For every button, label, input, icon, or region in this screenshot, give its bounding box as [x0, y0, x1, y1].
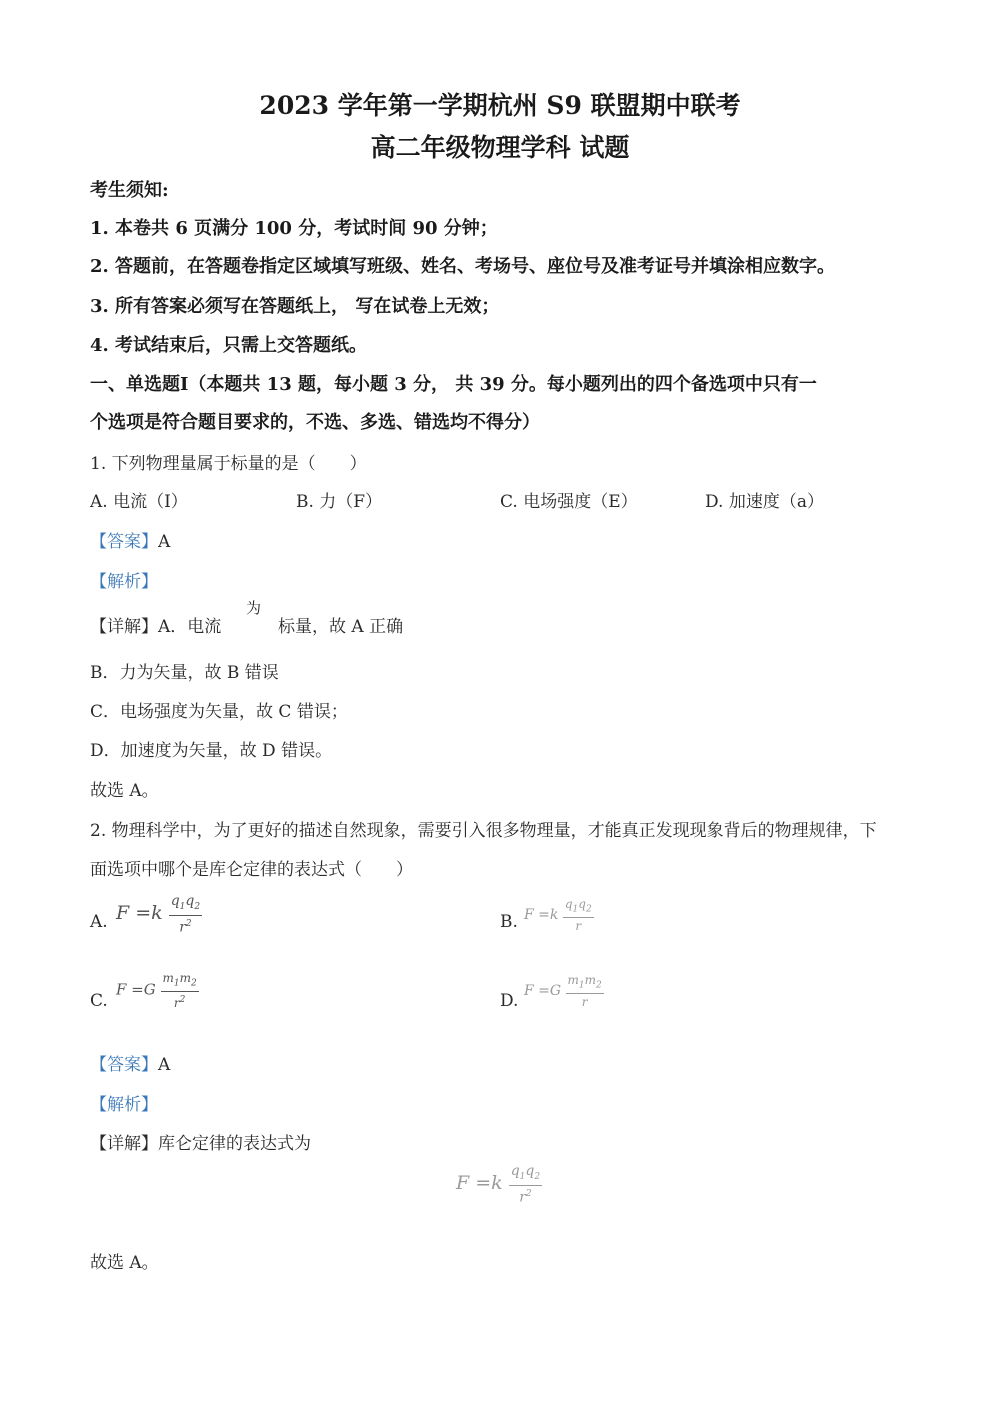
notice-item-4: 4. 考试结束后，只需上交答题纸。 [90, 335, 368, 356]
q1-detail-a-post: 标量，故 A 正确 [278, 617, 404, 637]
q1-detail-tag: 【详解】 [90, 617, 158, 637]
section-heading-line2: 个选项是符合题目要求的，不选、多选、错选均不得分） [90, 412, 540, 433]
q1-detail-b: B．力为矢量，故 B 错误 [90, 663, 279, 683]
q2-option-b-formula: F =k $\frac{q_1q_2}{r}$ [524, 897, 592, 934]
notice-item-3: 3. 所有答案必须写在答题纸上， 写在试卷上无效； [90, 296, 500, 317]
q2-option-c-formula: F =G $\frac{m_1m_2}{r^2}$ [116, 971, 197, 1011]
exam-subtitle: 高二年级物理学科 试题 [370, 133, 630, 162]
q2-detail-formula: F =k $\frac{q_1q_2}{r^2}$ [456, 1163, 541, 1206]
q2-detail [90, 1129, 311, 1154]
q2-answer-value: A [158, 1055, 171, 1075]
q1-answer [90, 527, 170, 552]
section-heading-line1: 一、单选题Ⅰ（本题共 13 题，每小题 3 分， 共 39 分。每小题列出的四个备选项中只有一 [90, 374, 817, 395]
notice-heading: 考生须知: [90, 180, 169, 201]
q1-detail-d: D．加速度为矢量，故 D 错误。 [90, 741, 333, 761]
q1-answer-value: A [158, 532, 171, 552]
q2-option-a-formula: F =k $\frac{q_1q_2}{r^2}$ [116, 893, 201, 936]
q2-stem-line1: 2. 物理科学中，为了更好的描述自然现象，需要引入很多物理量，才能真正发现现象背后的物理规律，下 [90, 821, 877, 841]
q2-detail-text: 库仑定律的表达式为 [158, 1134, 311, 1154]
q2-stem-line2: 面选项中哪个是库仑定律的表达式（ ） [90, 860, 413, 880]
q1-analysis-tag: 【解析】 [90, 572, 158, 592]
q1-option-b: B. 力（F） [296, 492, 383, 512]
q2-option-d-formula: F =G $\frac{m_1m_2}{r}$ [524, 973, 602, 1010]
q1-answer-tag: 【答案】 [90, 532, 158, 552]
q2-option-a-label: A. [90, 912, 108, 932]
q2-option-c-label: C. [90, 991, 108, 1011]
q1-detail-a-wei: 为 [246, 599, 262, 617]
q2-analysis-tag: 【解析】 [90, 1095, 158, 1115]
q1-stem: 1. 下列物理量属于标量的是（ ） [90, 454, 367, 474]
q2-option-b-label: B. [500, 912, 518, 932]
notice-item-2: 2. 答题前，在答题卷指定区域填写班级、姓名、考场号、座位号及准考证号并填涂相应数字。 [90, 256, 836, 277]
q2-conclusion: 故选 A。 [90, 1253, 159, 1273]
q2-answer-tag: 【答案】 [90, 1055, 158, 1075]
q1-detail-c: C．电场强度为矢量，故 C 错误； [90, 702, 348, 722]
q1-option-d: D. 加速度（a） [705, 492, 824, 512]
q1-detail-a [90, 612, 221, 637]
q2-answer [90, 1050, 170, 1075]
q1-option-a: A. 电流（I） [90, 492, 188, 512]
q2-detail-tag: 【详解】 [90, 1134, 158, 1154]
exam-title: 2023 学年第一学期杭州 S9 联盟期中联考 [259, 91, 741, 120]
q2-option-d-label: D. [500, 991, 519, 1011]
q1-detail-a-pre: A．电流 [158, 617, 222, 637]
notice-item-1: 1. 本卷共 6 页满分 100 分，考试时间 90 分钟； [90, 218, 498, 239]
q1-conclusion: 故选 A。 [90, 781, 159, 801]
q1-option-c: C. 电场强度（E） [500, 492, 638, 512]
